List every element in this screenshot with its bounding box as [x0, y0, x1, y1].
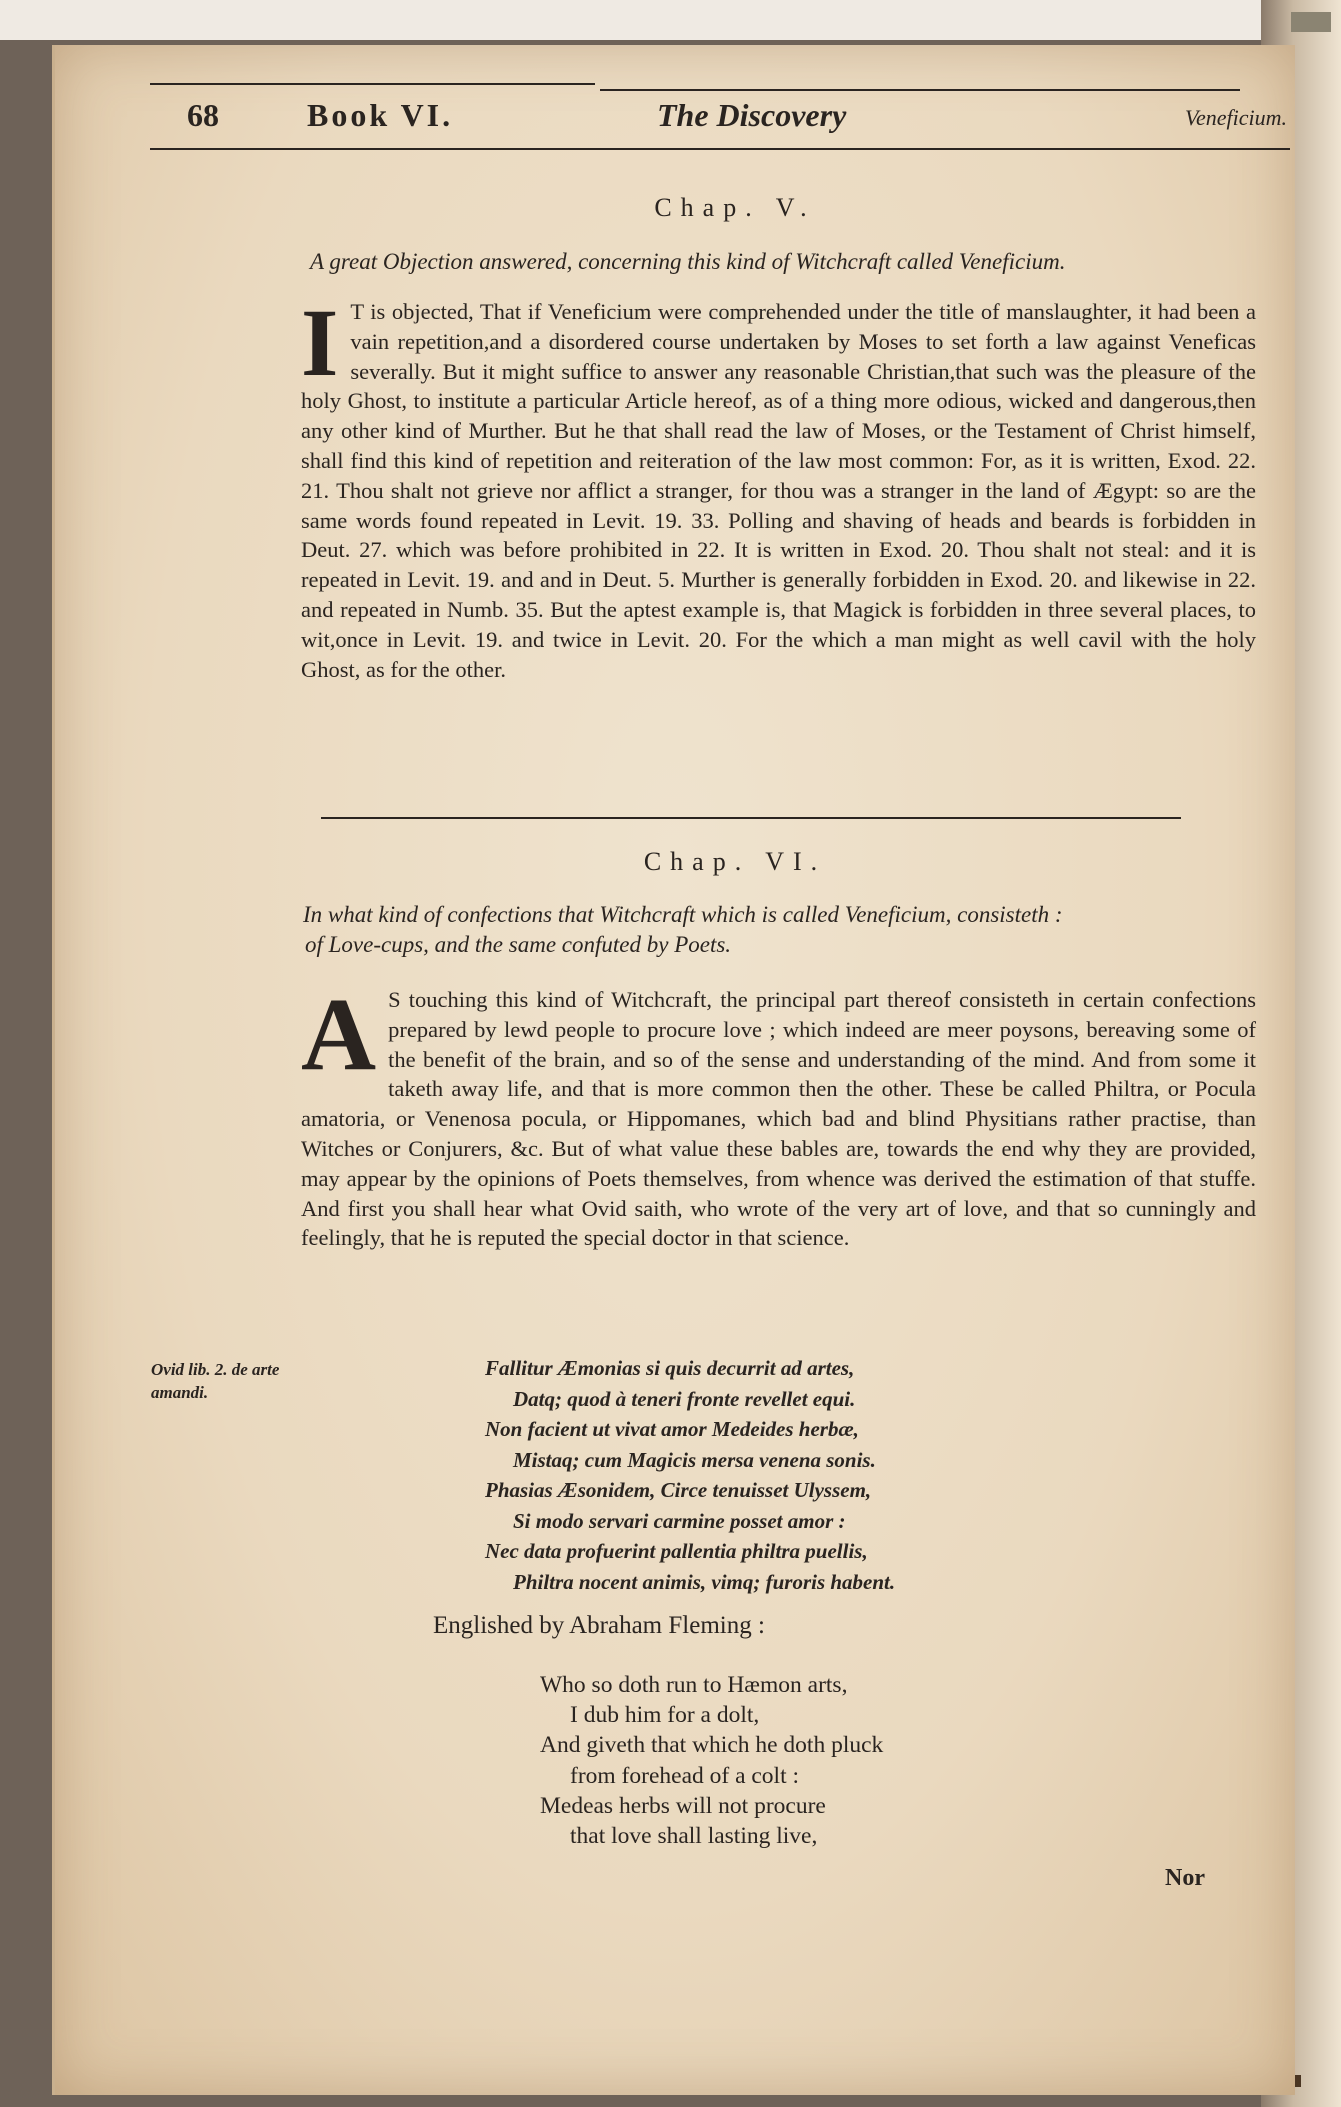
- english-verse-line: And giveth that which he doth pluck: [540, 1732, 884, 1759]
- header-rule-top-right: [600, 89, 1240, 91]
- english-verse: [540, 1670, 883, 1851]
- chapter-6-summary-line2: of Love-cups, and the same confuted by Poets.: [305, 932, 732, 957]
- english-verse-line: Medeas herbs will not procure: [540, 1792, 826, 1819]
- chapter-6-body: [301, 977, 1256, 1253]
- running-title: The Discovery: [657, 97, 847, 133]
- english-verse-line: Who so doth run to Hæmon arts,: [540, 1672, 848, 1698]
- header-catchword: Veneficium.: [1184, 105, 1287, 130]
- latin-verse-line: Fallitur Æmonias si quis decurrit ad artes,: [485, 1356, 855, 1380]
- margin-note: Ovid lib. 2. de arte amandi.: [151, 1360, 280, 1402]
- english-verse-line: I dub him for a dolt,: [570, 1702, 760, 1729]
- english-verse-line: that love shall lasting live,: [570, 1823, 818, 1850]
- bookmark-tab: [1291, 12, 1331, 32]
- latin-verse-line: Phasias Æsonidem, Circe tenuisset Ulyssem,: [485, 1478, 872, 1502]
- chapter-6-summary-line1: In what kind of confections that Witchcraft which is called Veneficium, consisteth :: [303, 902, 1063, 927]
- page-catchword: Nor: [1165, 1865, 1205, 1891]
- latin-verse: [485, 1353, 895, 1597]
- chapter-5-dropcap: I: [301, 289, 339, 396]
- latin-verse-line: Nec data profuerint pallentia philtra puellis,: [485, 1539, 868, 1563]
- header-rule-top-left: [150, 83, 595, 85]
- chapter-6-summary: [303, 900, 1263, 960]
- book-page: [52, 45, 1295, 2095]
- header-rule-bottom: [150, 148, 1290, 150]
- latin-verse-line: Si modo servari carmine posset amor :: [513, 1508, 846, 1533]
- latin-verse-line: Philtra nocent animis, vimq; furoris habent.: [513, 1569, 896, 1594]
- page-number: 68: [187, 97, 219, 133]
- chapter-5-body: [301, 289, 1256, 684]
- scan-background-top: [0, 0, 1341, 40]
- chapter-6-text: S touching this kind of Witchcraft, the principal part thereof consisteth in certain confections prepared by lewd people to procure love ; which indeed are meer poysons, bereaving some of the benefit of the brain, and so of the sense and understanding of the mind. And from some it taketh away life, and that is more common then the other. These be called Philtra, or Pocula amatoria, or Venenosa pocula, or Hippomanes, which bad and blind Physitians rather practise, than Witches or Conjurers, &c. But of what value these bables are, towards the end why they are provided, may appear by the opinions of Poets themselves, from whence was derived the estimation of that stuffe. And first you shall hear what Ovid saith, who wrote of the very art of love, and that so cunningly and feelingly, that he is reputed the special doctor in that science.: [301, 987, 1256, 1251]
- chapter-6-title: Chap. VI.: [643, 847, 827, 876]
- chapter-5-summary: A great Objection answered, concerning this kind of Witchcraft called Veneficium.: [310, 249, 1066, 274]
- chapter-5-title: Chap. V.: [654, 193, 816, 222]
- latin-verse-line: Non facient ut vivat amor Medeides herbæ,: [485, 1417, 859, 1441]
- chapter-6-dropcap: A: [301, 977, 377, 1092]
- chapter-5-text: T is objected, That if Veneficium were comprehended under the title of manslaughter, it had been a vain repetition,and a disordered course undertaken by Moses to set forth a law against Veneficas severally. But it might suffice to answer any reasonable Christian,that such was the pleasure of the holy Ghost, to institute a particular Article hereof, as of a thing more odious, wicked and dangerous,then any other kind of Murther. But he that shall read the law of Moses, or the Testament of Christ himself, shall find this kind of repetition and reiteration of the law most common: For, as it is written, Exod. 22. 21. Thou shalt not grieve nor afflict a stranger, for thou was a stranger in the land of Ægypt: so are the same words found repeated in Levit. 19. 33. Polling and shaving of heads and beards is forbidden in Deut. 27. which was before prohibited in 22. It is written in Exod. 20. Thou shalt not steal: and it is repeated in Levit. 19. and and in Deut. 5. Murther is generally forbidden in Exod. 20. and likewise in 22. and repeated in Numb. 35. But the aptest example is, that Magick is forbidden in three several places, to wit,once in Levit. 19. and twice in Levit. 20. For the which a man might as well cavil with the holy Ghost, as for the other.: [301, 299, 1256, 682]
- translation-heading: Englished by Abraham Fleming :: [433, 1612, 765, 1639]
- latin-verse-line: Datq; quod à teneri fronte revellet equi.: [513, 1386, 856, 1411]
- english-verse-line: from forehead of a colt :: [570, 1762, 800, 1789]
- latin-verse-line: Mistaq; cum Magicis mersa venena sonis.: [513, 1447, 876, 1472]
- chapter-divider: [321, 817, 1181, 819]
- running-header: [187, 97, 1287, 143]
- book-label: Book VI.: [307, 97, 454, 133]
